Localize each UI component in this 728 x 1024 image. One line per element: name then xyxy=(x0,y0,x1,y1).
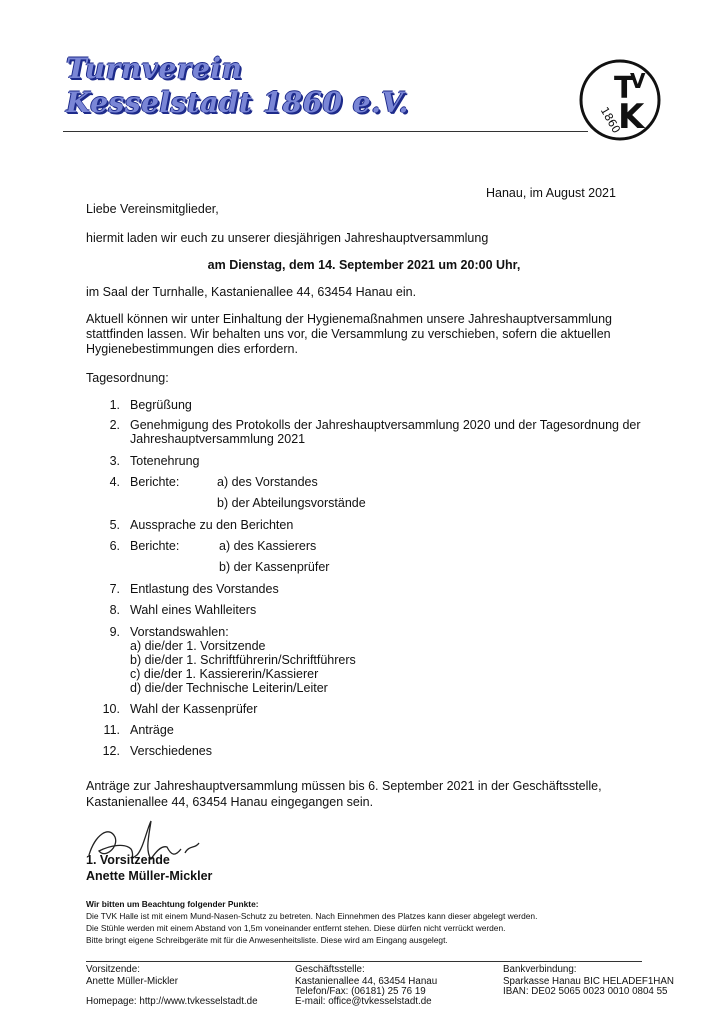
agenda-item-text: Berichte: xyxy=(130,475,180,489)
agenda-number: 9. xyxy=(109,625,120,639)
agenda-subitem: b) die/der 1. Schriftführerin/Schriftführers xyxy=(130,653,356,667)
closing-line: Kastanienallee 44, 63454 Hanau eingegangen sein. xyxy=(86,795,374,809)
agenda-item-text: Totenehrung xyxy=(130,454,200,468)
footer-bank-label: Bankverbindung: xyxy=(503,964,577,975)
agenda-item-text: Begrüßung xyxy=(130,398,192,412)
logo-t: T xyxy=(614,71,635,106)
agenda-item-text: Jahreshauptversammlung 2021 xyxy=(130,432,306,446)
agenda-item-text: Wahl der Kassenprüfer xyxy=(130,702,258,716)
club-name-line2: Kesselstadt 1860 e.V. xyxy=(66,86,409,119)
notice-line: Die Stühle werden mit einem Abstand von 1,5m voneinander entfernt stehen. Diese dürfen nicht verrückt werden. xyxy=(86,923,506,933)
agenda-subitem: a) die/der 1. Vorsitzende xyxy=(130,639,266,653)
agenda-subitem: d) die/der Technische Leiterin/Leiter xyxy=(130,681,328,695)
logo-k: K xyxy=(618,97,645,137)
footer-chair-label: Vorsitzende: xyxy=(86,964,140,975)
meeting-date-time: am Dienstag, dem 14. September 2021 um 20:00 Uhr, xyxy=(207,258,521,272)
agenda-subitem: c) die/der 1. Kassiererin/Kassierer xyxy=(130,667,319,681)
agenda-item-text: Vorstandswahlen: xyxy=(130,625,229,639)
intro-text: hiermit laden wir euch zu unserer diesjährigen Jahreshauptversammlung xyxy=(86,231,489,245)
agenda-number: 1. xyxy=(109,398,120,412)
footer-homepage[interactable]: Homepage: http://www.tvkesselstadt.de xyxy=(86,996,258,1007)
agenda-subitem: b) der Abteilungsvorstände xyxy=(217,496,366,510)
agenda-item-text: Anträge xyxy=(130,723,174,737)
meeting-location: im Saal der Turnhalle, Kastanienallee 44, 63454 Hanau ein. xyxy=(86,285,417,299)
header-divider xyxy=(63,131,588,132)
club-logo xyxy=(578,58,662,142)
agenda-item-text: Genehmigung des Protokolls der Jahreshauptversammlung 2020 und der Tagesordnung der xyxy=(130,418,641,432)
notice-line: Die TVK Halle ist mit einem Mund-Nasen-Schutz zu betreten. Nach Einnehmen des Platzes kann dieser abgelegt werden. xyxy=(86,911,538,921)
notice-line: Bitte bringt eigene Schreibgeräte mit für die Anwesenheitsliste. Diese wird am Eingang ausgelegt. xyxy=(86,935,448,945)
club-name-line1: Turnverein xyxy=(66,52,243,85)
footer-office-email[interactable]: E-mail: office@tvkesselstadt.de xyxy=(295,996,432,1007)
footer-iban: IBAN: DE02 5065 0023 0010 0804 55 xyxy=(503,986,668,997)
logo-v: V xyxy=(630,69,646,93)
agenda-subitem: a) des Vorstandes xyxy=(217,475,318,489)
agenda-number: 6. xyxy=(109,539,120,553)
agenda-number: 7. xyxy=(109,582,120,596)
hygiene-line: stattfinden lassen. Wir behalten uns vor, die Versammlung zu verschieben, sofern die aktuellen xyxy=(86,327,611,341)
agenda-number: 8. xyxy=(109,603,120,617)
agenda-item-text: Wahl eines Wahlleiters xyxy=(130,603,257,617)
footer-chair-name: Anette Müller-Mickler xyxy=(86,976,179,987)
agenda-number: 11. xyxy=(103,723,120,737)
agenda-number: 3. xyxy=(109,454,120,468)
footer-office-phone: Telefon/Fax: (06181) 25 76 19 xyxy=(295,986,426,997)
footer-office-address: Kastanienallee 44, 63454 Hanau xyxy=(295,976,438,987)
place-date: Hanau, im August 2021 xyxy=(486,186,616,200)
hygiene-line: Hygienebestimmungen dies erfordern. xyxy=(86,342,298,356)
agenda-item-text: Entlastung des Vorstandes xyxy=(130,582,279,596)
agenda-item-text: Aussprache zu den Berichten xyxy=(130,518,294,532)
agenda-number: 12. xyxy=(102,744,120,758)
closing-line: Anträge zur Jahreshauptversammlung müssen bis 6. September 2021 in der Geschäftsstelle, xyxy=(86,779,602,793)
hygiene-line: Aktuell können wir unter Einhaltung der Hygienemaßnahmen unsere Jahreshauptversammlung xyxy=(86,312,612,326)
footer-office-label: Geschäftsstelle: xyxy=(295,964,365,975)
signer-name: Anette Müller-Mickler xyxy=(86,869,213,883)
agenda-title: Tagesordnung: xyxy=(86,371,169,385)
agenda-number: 2. xyxy=(109,418,120,432)
agenda-subitem: a) des Kassierers xyxy=(219,539,317,553)
salutation: Liebe Vereinsmitglieder, xyxy=(86,202,219,216)
agenda-number: 5. xyxy=(109,518,120,532)
agenda-item-text: Verschiedenes xyxy=(130,744,213,758)
agenda-number: 4. xyxy=(109,475,120,489)
agenda-number: 10. xyxy=(102,702,120,716)
logo-year: 1860 xyxy=(597,104,623,136)
agenda-item-text: Berichte: xyxy=(130,539,180,553)
signer-title: 1. Vorsitzende xyxy=(86,853,170,867)
notice-heading: Wir bitten um Beachtung folgender Punkte: xyxy=(86,899,259,909)
footer-divider xyxy=(86,961,642,962)
agenda-subitem: b) der Kassenprüfer xyxy=(219,560,330,574)
footer-bank-name: Sparkasse Hanau BIC HELADEF1HAN xyxy=(503,976,674,987)
